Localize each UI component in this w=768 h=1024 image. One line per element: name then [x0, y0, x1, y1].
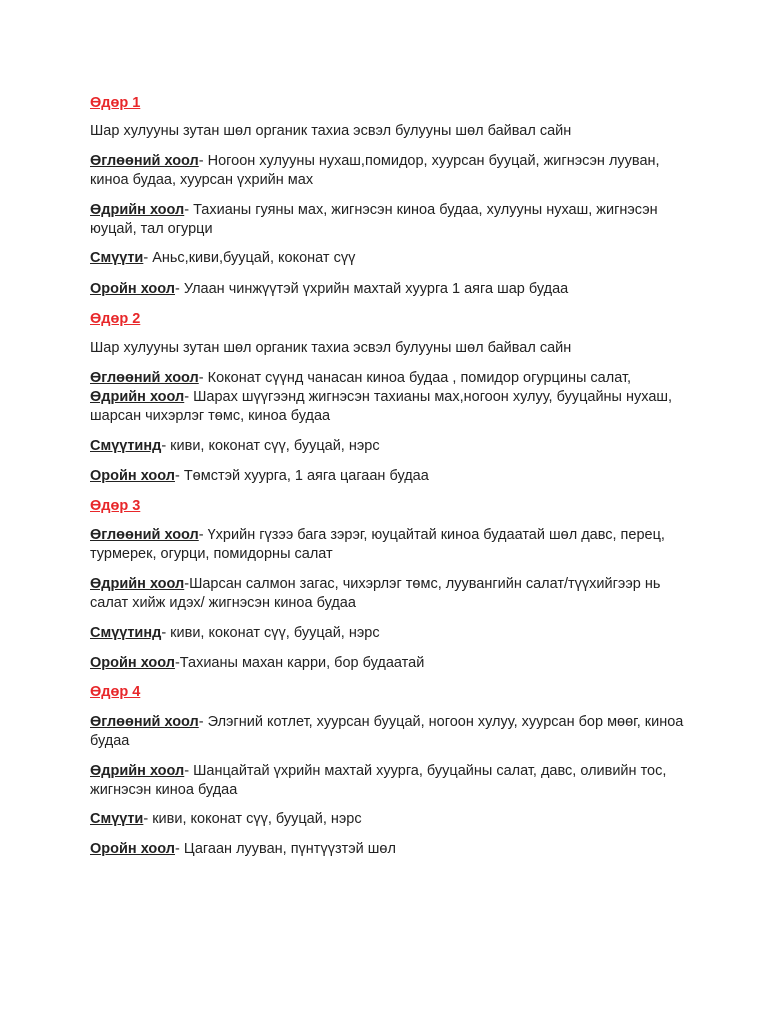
dinner-text: - Цагаан лууван, пүнтүүзтэй шөл — [174, 841, 396, 857]
day-1-breakfast — [90, 152, 700, 190]
day-1-dinner — [90, 280, 700, 299]
dinner-label: Оройн хоол — [90, 468, 175, 484]
lunch-label: Өдрийн хоол — [90, 389, 185, 405]
day-1-smoothie — [90, 249, 700, 268]
dinner-label: Оройн хоол — [90, 281, 175, 297]
lunch-label: Өдрийн хоол — [90, 202, 185, 218]
dinner-label: Оройн хоол — [90, 841, 175, 857]
day-4-lunch — [90, 762, 700, 800]
day-3-dinner — [90, 654, 700, 673]
day-2-heading: Өдөр 2 — [90, 311, 141, 327]
day-3-smoothie — [90, 624, 700, 643]
day-3-lunch — [90, 575, 700, 613]
lunch-label: Өдрийн хоол — [90, 576, 185, 592]
dinner-text: - Төмстэй хуурга, 1 аяга цагаан будаа — [174, 468, 429, 484]
breakfast-label: Өглөөний хоол — [90, 153, 199, 169]
dinner-text: -Тахианы махан карри, бор будаатай — [174, 655, 425, 671]
day-2-breakfast — [90, 369, 700, 388]
smoothie-label: Смүүти — [90, 811, 144, 827]
lunch-text: -Шарсан салмон загас, чихэрлэг төмс, луувангийн салат/түүхийгээр нь салат хийж идэх/ жигнэсэн киноа будаа — [90, 576, 661, 611]
smoothie-label: Смүүтинд — [90, 625, 162, 641]
day-1-intro: Шар хулууны зутан шөл органик тахиа эсвэл булууны шөл байвал сайн — [90, 123, 572, 139]
lunch-label: Өдрийн хоол — [90, 763, 185, 779]
day-2-smoothie — [90, 437, 700, 456]
day-4-heading: Өдөр 4 — [90, 684, 141, 700]
day-3-heading: Өдөр 3 — [90, 498, 141, 514]
day-4-smoothie — [90, 810, 700, 829]
day-2-lunch — [90, 388, 700, 426]
day-1-heading: Өдөр 1 — [90, 95, 141, 111]
dinner-label: Оройн хоол — [90, 655, 175, 671]
lunch-text: - Шарах шүүгээнд жигнэсэн тахианы мах,ногоон хулуу, бууцайны нухаш, шарсан чихэрлэг төмс, киноа будаа — [90, 389, 673, 424]
breakfast-text: - Үхрийн гүзээ бага зэрэг, юуцайтай киноа будаатай шөл давс, перец, турмерек, огурци, помидорны салат — [90, 527, 665, 562]
lunch-text: - Тахианы гуяны мах, жигнэсэн киноа будаа, хулууны нухаш, жигнэсэн юуцай, тал огурци — [90, 202, 658, 237]
breakfast-label: Өглөөний хоол — [90, 527, 199, 543]
smoothie-text: - киви, коконат сүү, бууцай, нэрс — [143, 811, 362, 827]
smoothie-text: - киви, коконат сүү, бууцай, нэрс — [161, 438, 380, 454]
day-4-breakfast — [90, 713, 700, 751]
breakfast-label: Өглөөний хоол — [90, 714, 199, 730]
breakfast-text: - Ногоон хулууны нухаш,помидор, хуурсан бууцай, жигнэсэн лууван, киноа будаа, хуурсан үхрийн мах — [90, 153, 660, 188]
breakfast-text: - Элэгний котлет, хуурсан бууцай, ногоон хулуу, хуурсан бор мөөг, киноа будаа — [90, 714, 684, 749]
dinner-text: - Улаан чинжүүтэй үхрийн махтай хуурга 1 аяга шар будаа — [174, 281, 569, 297]
breakfast-label: Өглөөний хоол — [90, 370, 199, 386]
breakfast-text: - Коконат сүүнд чанасан киноа будаа , помидор огурцины салат, — [198, 370, 632, 386]
day-1-lunch — [90, 201, 700, 239]
day-2-dinner — [90, 467, 700, 486]
lunch-text: - Шанцайтай үхрийн махтай хуурга, бууцайны салат, давс, оливийн тос, жигнэсэн киноа будаа — [90, 763, 667, 798]
day-4-dinner — [90, 840, 700, 859]
smoothie-label: Смүүтинд — [90, 438, 162, 454]
smoothie-label: Смүүти — [90, 250, 144, 266]
day-2-intro: Шар хулууны зутан шөл органик тахиа эсвэл булууны шөл байвал сайн — [90, 340, 572, 356]
day-3-breakfast — [90, 526, 700, 564]
smoothie-text: - Аньс,киви,бууцай, коконат сүү — [143, 250, 356, 266]
smoothie-text: - киви, коконат сүү, бууцай, нэрс — [161, 625, 380, 641]
